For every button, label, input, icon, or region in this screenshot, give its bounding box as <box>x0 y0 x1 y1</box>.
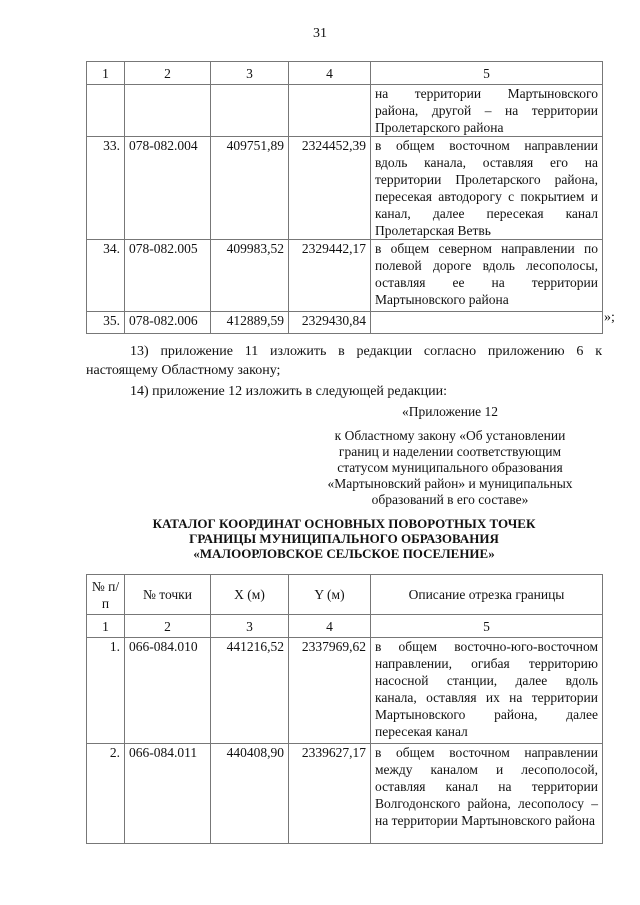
table-header-row <box>87 575 603 615</box>
column-number: 5 <box>371 62 603 85</box>
column-number: 2 <box>125 62 211 85</box>
x-coordinate <box>211 85 289 137</box>
column-number: 1 <box>87 615 125 638</box>
row-index <box>87 85 125 137</box>
catalog-title-line: «МАЛООРЛОВСКОЕ СЕЛЬСКОЕ ПОСЕЛЕНИЕ» <box>193 546 495 561</box>
point-code <box>125 85 211 137</box>
column-number: 4 <box>289 615 371 638</box>
column-header-index: № п/п <box>87 575 125 615</box>
appendix-line: образований в его составе» <box>371 492 529 507</box>
row-index: 33. <box>87 137 125 240</box>
table-row <box>87 85 603 137</box>
point-code: 066-084.011 <box>125 744 211 844</box>
column-number: 3 <box>211 62 289 85</box>
appendix-line: к Областному закону «Об установлении <box>334 428 566 443</box>
paragraph-13: 13) приложение 11 изложить в редакции согласно приложению 6 к настоящему Областному закону; <box>86 344 602 378</box>
closing-quote: »; <box>604 310 615 325</box>
page-number: 31 <box>313 26 327 41</box>
paragraph-14: 14) приложение 12 изложить в следующей редакции: <box>130 384 447 399</box>
appendix-line: границ и наделении соответствующим <box>338 444 562 459</box>
y-coordinate: 2329442,17 <box>289 240 371 312</box>
segment-description: в общем восточном направлении между каналом и лесополосой, оставляя канал на территории Волгодонского района, лесополосу – на территории Мартыновского района <box>371 744 603 844</box>
column-header-description: Описание отрезка границы <box>371 575 603 615</box>
column-header-y: Y (м) <box>289 575 371 615</box>
y-coordinate: 2329430,84 <box>289 312 371 334</box>
row-index: 2. <box>87 744 125 844</box>
row-index: 35. <box>87 312 125 334</box>
y-coordinate <box>289 85 371 137</box>
x-coordinate: 440408,90 <box>211 744 289 844</box>
table-header-row <box>87 62 603 85</box>
appendix-title: «Приложение 12 <box>401 404 499 419</box>
catalog-title-line: КАТАЛОГ КООРДИНАТ ОСНОВНЫХ ПОВОРОТНЫХ ТОЧЕК <box>152 516 536 531</box>
x-coordinate: 409751,89 <box>211 137 289 240</box>
segment-description: на территории Мартыновского района, другой – на территории Пролетарского района <box>371 85 603 137</box>
column-header-point: № точки <box>125 575 211 615</box>
x-coordinate: 409983,52 <box>211 240 289 312</box>
table-row <box>87 638 603 744</box>
table-number-row <box>87 615 603 638</box>
column-number: 3 <box>211 615 289 638</box>
appendix-reference <box>300 428 600 508</box>
column-number: 1 <box>87 62 125 85</box>
y-coordinate: 2324452,39 <box>289 137 371 240</box>
coordinates-table-continued <box>86 61 603 334</box>
segment-description <box>371 312 603 334</box>
point-code: 066-084.010 <box>125 638 211 744</box>
table-row <box>87 744 603 844</box>
catalog-title <box>86 516 602 561</box>
table-row <box>87 137 603 240</box>
column-header-x: X (м) <box>211 575 289 615</box>
catalog-title-line: ГРАНИЦЫ МУНИЦИПАЛЬНОГО ОБРАЗОВАНИЯ <box>189 531 499 546</box>
y-coordinate: 2337969,62 <box>289 638 371 744</box>
table-row <box>87 312 603 334</box>
coordinates-catalog-table <box>86 574 603 844</box>
segment-description: в общем восточно-юго-восточном направлении, огибая территорию насосной станции, далее вдоль канала, оставляя их на территории Мартыновского района, далее пересекая канал <box>371 638 603 744</box>
column-number: 2 <box>125 615 211 638</box>
point-code: 078-082.004 <box>125 137 211 240</box>
row-index: 1. <box>87 638 125 744</box>
segment-description: в общем восточном направлении вдоль канала, оставляя его на территории Пролетарского района, пересекая автодорогу с покрытием и канал, далее пересекая канал Пролетарская Ветвь <box>371 137 603 240</box>
appendix-line: статусом муниципального образования <box>337 460 563 475</box>
column-number: 5 <box>371 615 603 638</box>
row-index: 34. <box>87 240 125 312</box>
point-code: 078-082.005 <box>125 240 211 312</box>
x-coordinate: 441216,52 <box>211 638 289 744</box>
table-row <box>87 240 603 312</box>
x-coordinate: 412889,59 <box>211 312 289 334</box>
segment-description: в общем северном направлении по полевой дороге вдоль лесополосы, оставляя ее на территории Мартыновского района <box>371 240 603 312</box>
y-coordinate: 2339627,17 <box>289 744 371 844</box>
point-code: 078-082.006 <box>125 312 211 334</box>
appendix-line: «Мартыновский район» и муниципальных <box>327 476 573 491</box>
column-number: 4 <box>289 62 371 85</box>
